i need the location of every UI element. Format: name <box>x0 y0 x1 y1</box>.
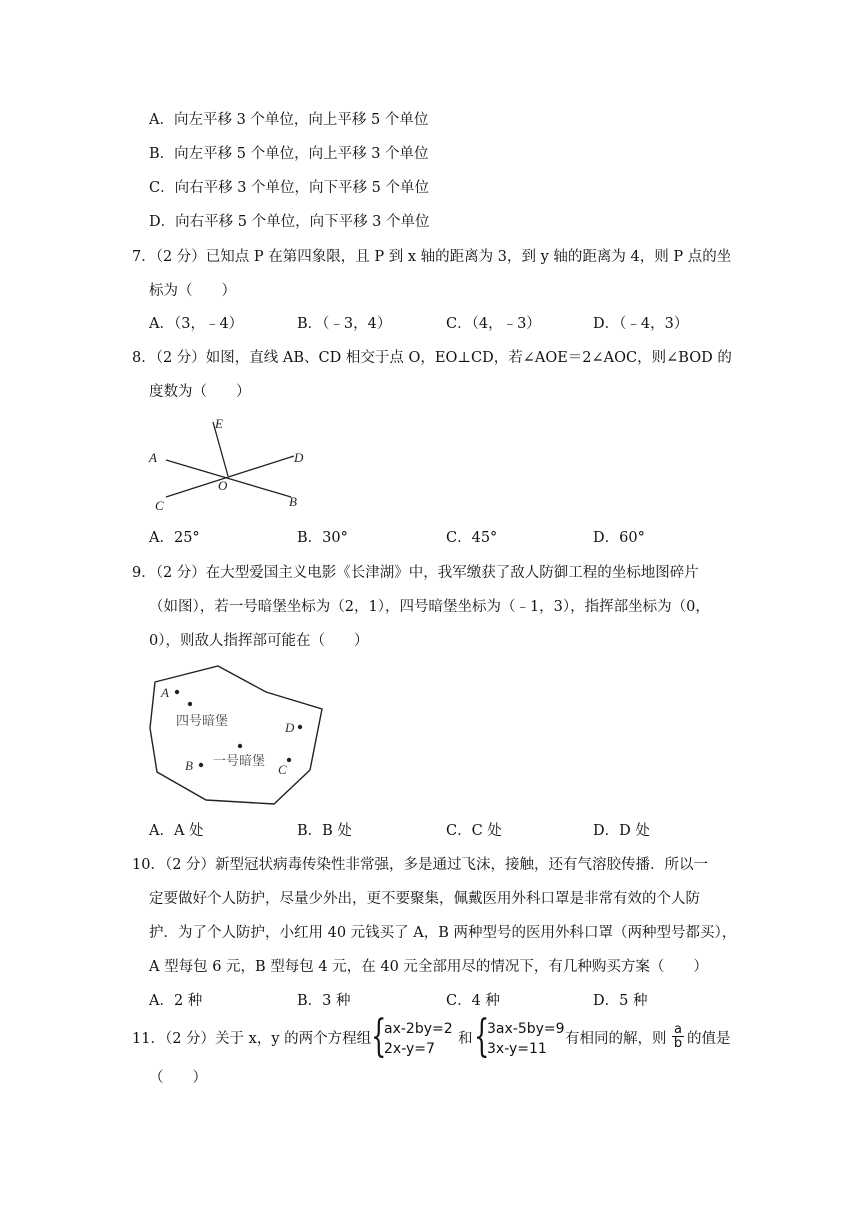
label-b: B <box>289 494 297 509</box>
q9-stem-line1: 9．（2 分）在大型爱国主义电影《长津湖》中，我军缴获了敌人防御工程的坐标地图碎片 <box>132 565 699 581</box>
q11-stem-suffix2: 的值是 <box>687 1031 731 1047</box>
q6-option-a: A．向左平移 3 个单位，向上平移 5 个单位 <box>149 112 429 128</box>
q6-option-b: B．向左平移 5 个单位，向上平移 3 个单位 <box>149 146 429 162</box>
q11-stem-line2: （ ） <box>149 1070 207 1086</box>
q10-option-a: A．2 种 <box>149 993 203 1009</box>
q8-figure <box>144 414 314 514</box>
system1-eq2: 2x-y=7 <box>384 1041 435 1057</box>
q8-option-b: B．30° <box>297 530 348 546</box>
q10-stem-line4: A 型每包 6 元，B 型每包 4 元，在 40 元全部用尽的情况下，有几种购买方案（ ） <box>149 959 708 975</box>
q10-stem-line3: 护．为了个人防护，小红用 40 元钱买了 A，B 两种型号的医用外科口罩（两种型号都买）， <box>149 925 737 941</box>
map-label-bunker4: 四号暗堡 <box>176 713 229 728</box>
q9-stem-line2: （如图），若一号暗堡坐标为（2，1），四号暗堡坐标为（﹣1，3），指挥部坐标为（0， <box>149 599 710 615</box>
system1-eq1: ax-2by=2 <box>384 1021 453 1037</box>
label-c: C <box>155 498 164 513</box>
system2-eq1: 3ax-5by=9 <box>487 1021 565 1037</box>
q10-option-b: B．3 种 <box>297 993 351 1009</box>
fraction-denominator: b <box>673 1036 683 1051</box>
line-cd <box>166 456 294 497</box>
q6-option-c: C．向右平移 3 个单位，向下平移 5 个单位 <box>149 180 429 196</box>
map-label-d: D <box>285 720 295 735</box>
q11-stem-suffix1: 有相同的解，则 <box>565 1031 667 1047</box>
point-bunker4 <box>188 702 192 706</box>
q8-option-a: A．25° <box>149 530 200 546</box>
q7-option-c: C．（4，﹣3） <box>446 316 541 332</box>
q7-option-a: A．（3，﹣4） <box>149 316 244 332</box>
q9-option-d: D．D 处 <box>593 823 650 839</box>
q10-stem-line1: 10．（2 分）新型冠状病毒传染性非常强，多是通过飞沫，接触，还有气溶胶传播．所以一 <box>132 857 709 873</box>
label-a: A <box>149 450 157 465</box>
q8-option-d: D．60° <box>593 530 645 546</box>
point-b <box>199 763 203 767</box>
q9-option-c: C．C 处 <box>446 823 502 839</box>
point-d <box>298 725 302 729</box>
system2-eq2: 3x-y=11 <box>487 1041 547 1057</box>
map-label-b: B <box>185 758 193 773</box>
system1-brace: { <box>371 1011 387 1062</box>
label-d: D <box>294 450 304 465</box>
point-a <box>175 690 179 694</box>
point-c <box>287 758 291 762</box>
q9-option-b: B．B 处 <box>297 823 352 839</box>
q10-option-d: D．5 种 <box>593 993 648 1009</box>
fraction-numerator: a <box>674 1022 682 1037</box>
label-o: O <box>218 478 228 493</box>
q11-stem-prefix: 11．（2 分）关于 x，y 的两个方程组 <box>132 1031 372 1047</box>
q7-option-b: B．（﹣3，4） <box>297 316 392 332</box>
map-fragment-outline <box>150 666 322 804</box>
point-bunker1 <box>238 744 242 748</box>
map-label-c: C <box>278 762 287 777</box>
fraction-a-over-b <box>672 1023 684 1050</box>
label-e: E <box>215 416 223 431</box>
system2-brace: { <box>474 1011 490 1062</box>
q7-stem-line1: 7．（2 分）已知点 P 在第四象限，且 P 到 x 轴的距离为 3，到 y 轴的距离为 4，则 P 点的坐 <box>132 249 732 265</box>
q8-stem-line2: 度数为（ ） <box>149 384 251 400</box>
q9-map-figure <box>148 662 328 812</box>
q11-connector: 和 <box>458 1031 473 1047</box>
q8-option-c: C．45° <box>446 530 498 546</box>
q7-stem-line2: 标为（ ） <box>149 283 236 299</box>
q10-option-c: C．4 种 <box>446 993 500 1009</box>
map-label-a: A <box>161 685 169 700</box>
q10-stem-line2: 定要做好个人防护，尽量少外出，更不要聚集，佩戴医用外科口罩是非常有效的个人防 <box>149 891 700 907</box>
q9-option-a: A．A 处 <box>149 823 204 839</box>
q9-stem-line3: 0），则敌人指挥部可能在（ ） <box>149 633 369 649</box>
q6-option-d: D．向右平移 5 个单位，向下平移 3 个单位 <box>149 214 430 230</box>
map-label-bunker1: 一号暗堡 <box>213 753 266 768</box>
q7-option-d: D．（﹣4，3） <box>593 316 689 332</box>
q8-stem-line1: 8．（2 分）如图，直线 AB、CD 相交于点 O，EO⊥CD，若∠AOE＝2∠AOC，则∠BOD 的 <box>132 350 732 366</box>
